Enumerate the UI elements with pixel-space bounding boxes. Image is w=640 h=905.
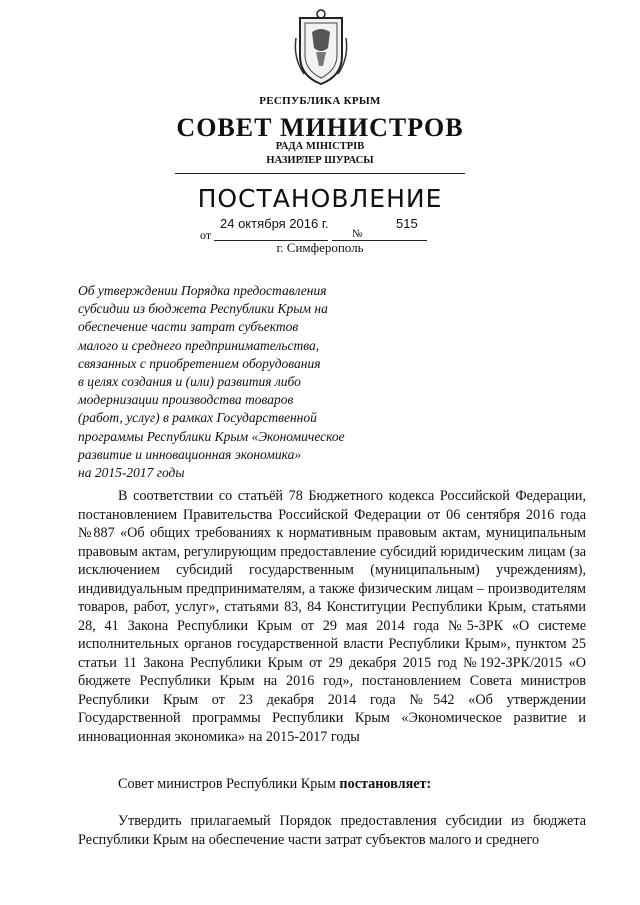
council-ukrainian: РАДА МІНІСТРІВ xyxy=(275,141,365,152)
subject-line: программы Республики Крым «Экономическое xyxy=(78,428,345,444)
preamble xyxy=(78,487,586,746)
subject-line: Об утверждении Порядка предоставления xyxy=(78,283,327,298)
subject-line: (работ, услуг) в рамках Государственной xyxy=(78,410,317,426)
council-tatar: НАЗИРЛЕР ШУРАСЫ xyxy=(266,155,374,166)
decree-date-line xyxy=(0,216,640,240)
decree-date: 24 октября 2016 г. xyxy=(220,216,329,231)
resolve-line xyxy=(118,776,431,793)
subject-line: на 2015-2017 годы xyxy=(78,465,185,481)
subject-line: в целях создания и (или) развития либо xyxy=(78,374,301,390)
approve-paragraph: Утвердить прилагаемый Порядок предоставления субсидии из бюджета Республики Крым на обеспечение части затрат субъектов малого и среднего xyxy=(78,813,586,848)
subject-line: модернизации производства товаров xyxy=(78,392,294,408)
subject-line: субсидии из бюджета Республики Крым на xyxy=(78,301,328,317)
subject-line: обеспечение части затрат субъектов xyxy=(78,319,299,335)
decree-subject xyxy=(78,282,408,482)
decree-number: 515 xyxy=(396,216,418,231)
subject-line: развитие и инновационная экономика» xyxy=(78,446,302,462)
subject-line: связанных с приобретением оборудования xyxy=(78,355,321,371)
header-divider xyxy=(175,173,465,174)
resolve-prefix: Совет министров Республики Крым xyxy=(118,776,340,792)
republic-heading: РЕСПУБЛИКА КРЫМ xyxy=(259,95,381,107)
coat-of-arms-icon xyxy=(292,8,350,88)
number-label: № xyxy=(352,228,363,240)
date-prefix: от xyxy=(200,228,212,242)
preamble-paragraph: В соответствии со статьёй 78 Бюджетного кодекса Российской Федерации, постановлением Правительства Российской Федерации от 06 сентября 2016 года №887 «Об общих требованиях к нормативным правовым актам, муниципальным правовым актам, регулирующим предоставление субсидий юридическим лицам (за исключением субсидий государственным (муниципальным) учреждениям), индивидуальным предпринимателям, а также физическим лицам – производителям товаров, работ, услуг», статьями 83, 84 Конституции Республики Крым, статьями 28, 41 Закона Республики Крым от 29 мая 2014 года №5-ЗРК «О системе исполнительных органов государственной власти Республики Крым», пунктом 25 статьи 11 Закона Республики Крым от 29 декабря 2015 год №192-ЗРК/2015 «О бюджете Республики Крым на 2016 год», постановлением Совета министров Республики Крым от 23 декабря 2014 года №542 «Об утверждении Государственной программы Республики Крым «Экономическое развитие и инновационная экономика» на 2015-2017 годы xyxy=(78,488,586,745)
council-heading: СОВЕТ МИНИСТРОВ xyxy=(176,113,464,142)
subject-line: малого и среднего предпринимательства, xyxy=(78,337,320,353)
resolve-keyword: постановляет: xyxy=(339,776,432,792)
approve-section xyxy=(78,812,586,849)
decree-title: ПОСТАНОВЛЕНИЕ xyxy=(197,184,443,213)
decree-city: г. Симферополь xyxy=(276,240,364,255)
